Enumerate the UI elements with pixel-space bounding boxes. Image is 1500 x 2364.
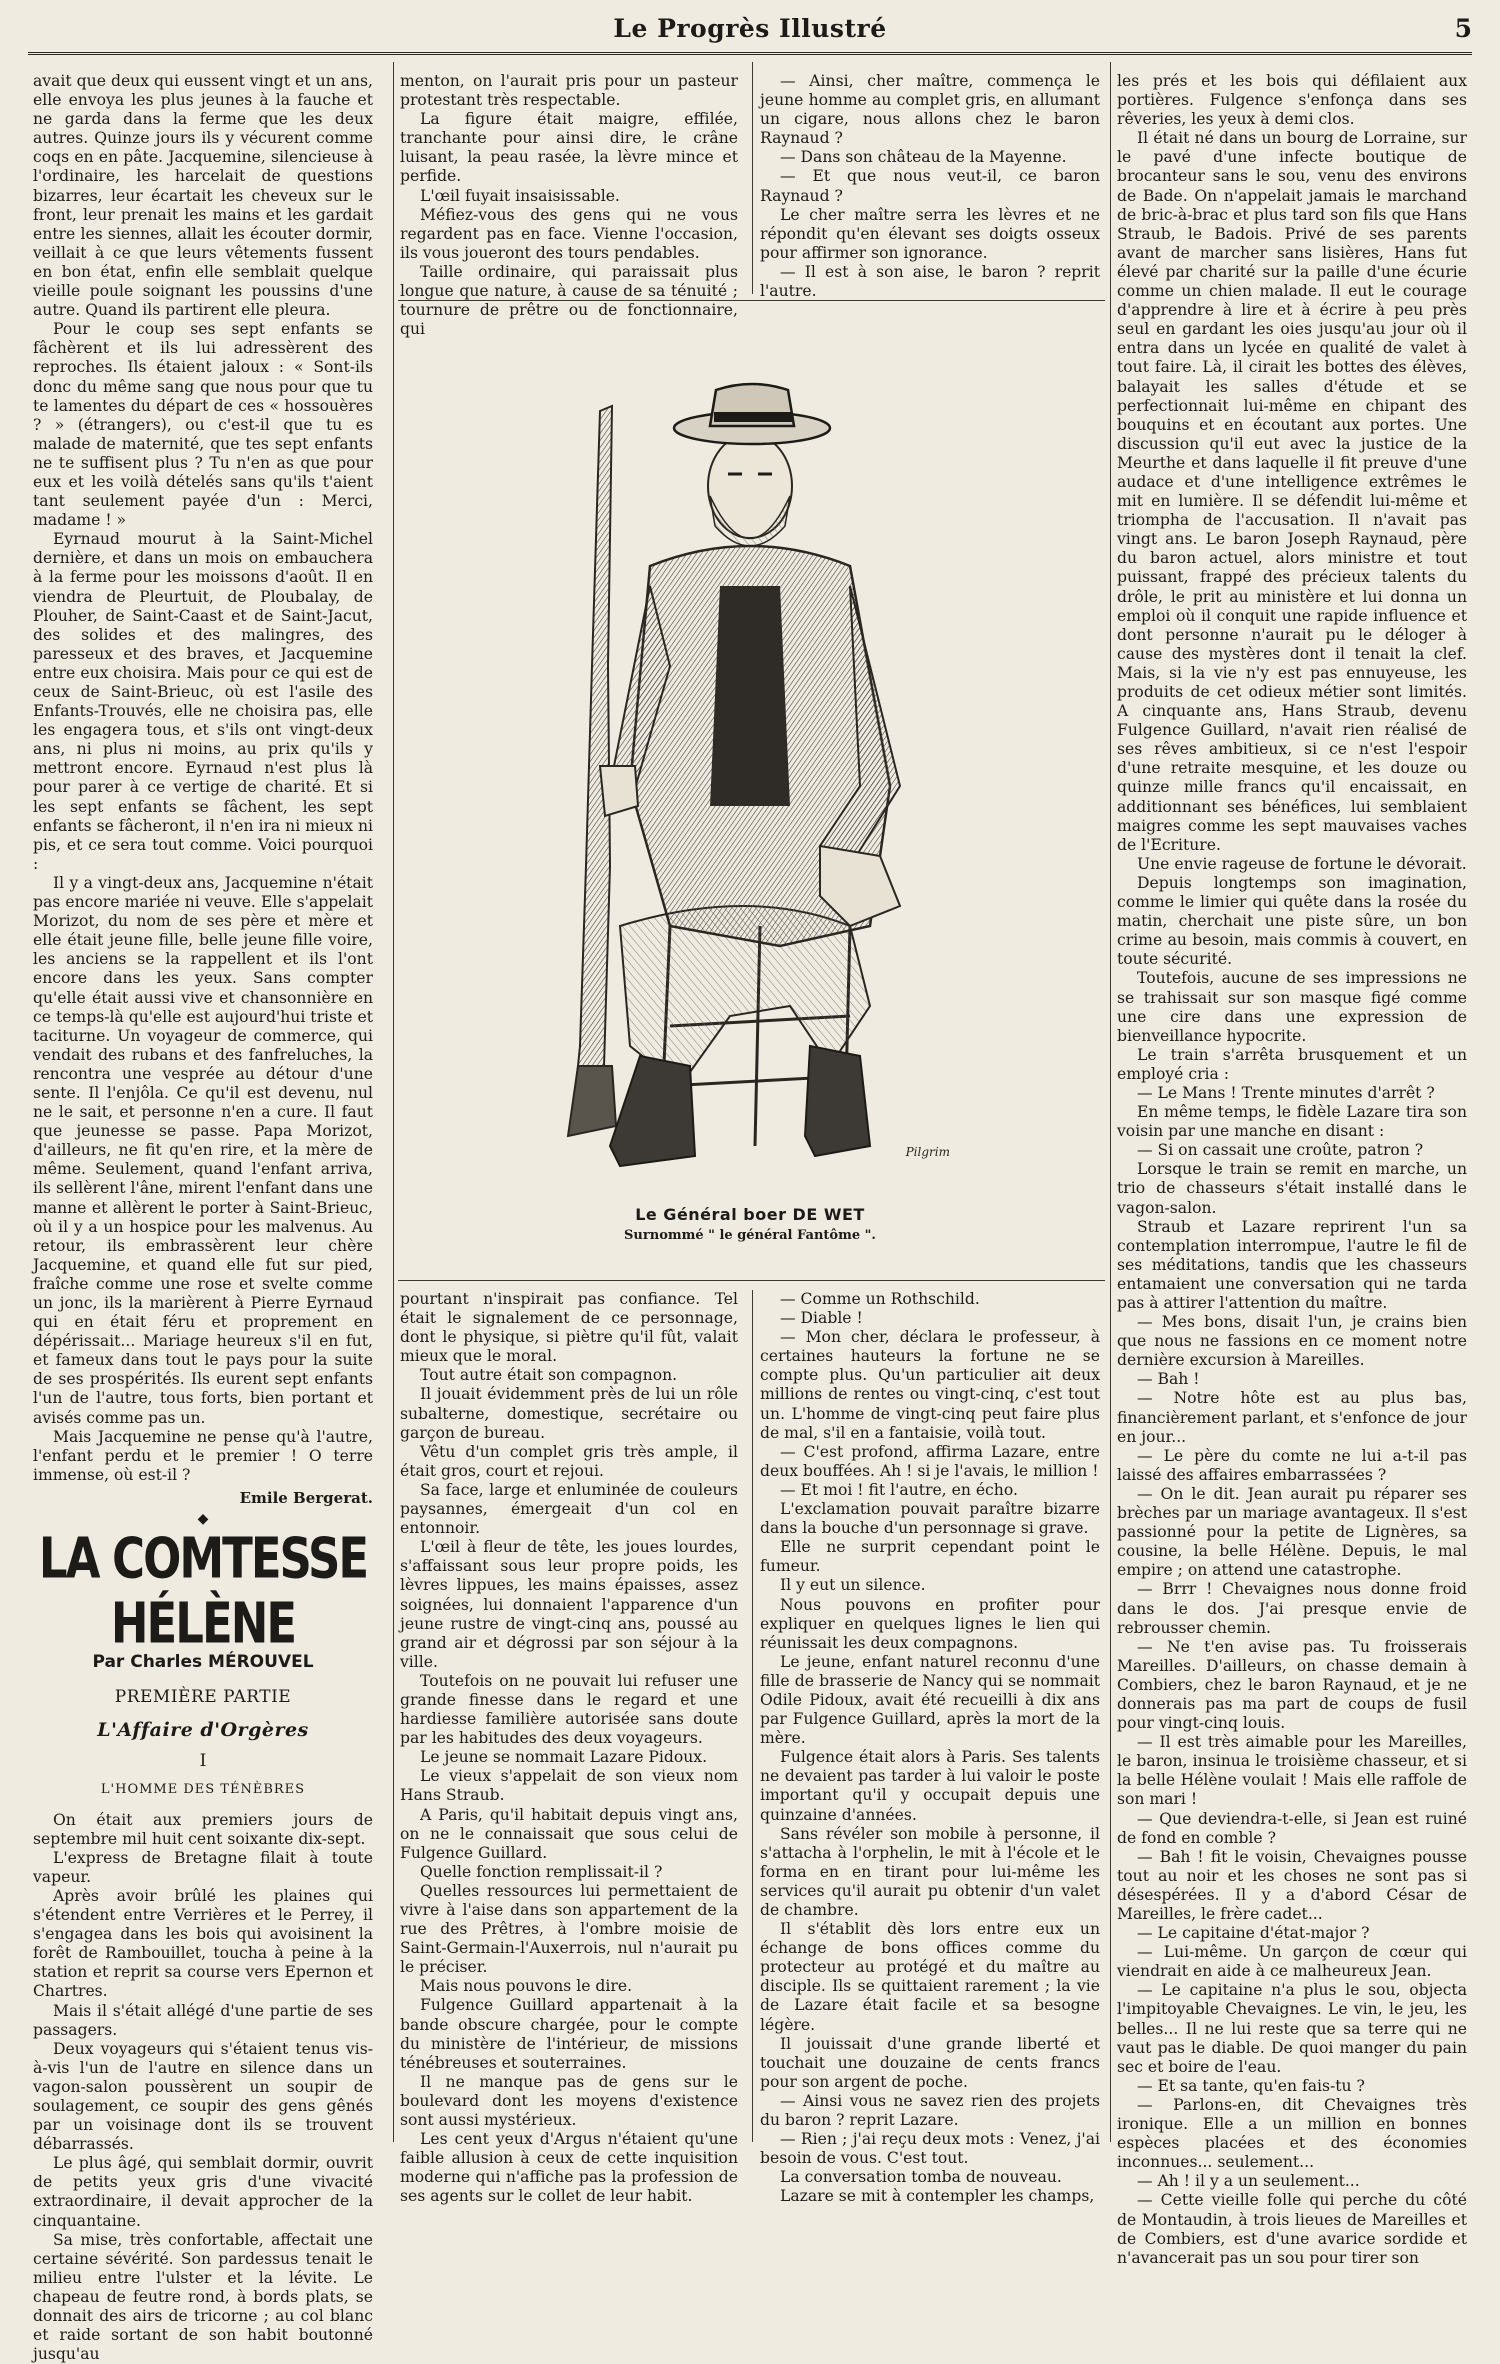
column-divider xyxy=(393,62,394,2142)
paragraph: Une envie rageuse de fortune le dévorait. xyxy=(1137,854,1467,873)
story-end xyxy=(33,72,373,1485)
chapter-numeral: I xyxy=(199,1751,207,1772)
column-4 xyxy=(1117,72,1467,2267)
paragraph: — Le capitaine n'a plus le sou, objecta l'impitoyable Chevaignes. Le vin, le jeu, les belles... Il ne lui reste que sa terre qui ne vaut pas le diable. De quoi manger du pain sec et boire de l'eau. xyxy=(1117,1981,1467,2076)
paragraph: — Il est à son aise, le baron ? reprit l'autre. xyxy=(760,262,1100,301)
paragraph: Elle ne surprit cependant point le fumeur. xyxy=(760,1538,1100,1576)
paragraph: Straub et Lazare reprirent l'un sa contemplation interrompue, l'autre le fil de ses méditations, tandis que les chasseurs entamaient une conversation qui ne tarda pas à attirer l'attention du maître. xyxy=(1117,1217,1467,1312)
paragraph: — Le Mans ! Trente minutes d'arrêt ? xyxy=(1137,1083,1435,1102)
page-number: 5 xyxy=(1454,14,1472,43)
paragraph: Le plus âgé, qui semblait dormir, ouvrit de petits yeux gris d'une vivacité extraordinaire, il devait approcher de la cinquantaine. xyxy=(33,2154,373,2230)
paragraph: — Dans son château de la Mayenne. xyxy=(780,148,1067,167)
page-header xyxy=(28,10,1472,50)
paragraph: — C'est profond, affirma Lazare, entre deux bouffées. Ah ! si je l'avais, le million ! xyxy=(760,1442,1100,1480)
caption-subtitle: Surnommé " le général Fantôme ". xyxy=(624,1228,876,1243)
serial-title: LA COMTESSE HÉLÈNE xyxy=(38,1524,368,1657)
paragraph: Lazare se mit à contempler les champs, xyxy=(780,2187,1095,2206)
illustration-bottom-rule xyxy=(398,1280,1105,1281)
paragraph: Les cent yeux d'Argus n'étaient qu'une faible allusion à ceux de cette inquisition moderne qui n'affiche pas la profession de ses agents sur le collet de leur habit. xyxy=(400,2130,738,2206)
general-de-wet-portrait xyxy=(520,366,980,1186)
part-heading: PREMIÈRE PARTIE xyxy=(114,1687,292,1708)
paragraph: Fulgence Guillard appartenait à la bande obscure chargée, pour le compte du ministère de l'intérieur, de missions ténébreuses et souterraines. xyxy=(400,1996,738,2072)
separator-ornament: ◆ xyxy=(197,1511,209,1528)
paragraph: — On le dit. Jean aurait pu réparer ses brèches par un mariage avantageux. Il s'est passionné pour la petite de Lignères, sa cousine, la belle Hélène. Depuis, le mal empire ; on attend une catastrophe. xyxy=(1117,1484,1467,1580)
paragraph: Tout autre était son compagnon. xyxy=(420,1366,678,1385)
paragraph: — Comme un Rothschild. xyxy=(780,1290,980,1308)
paragraph: — Ainsi vous ne savez rien des projets du baron ? reprit Lazare. xyxy=(760,2091,1100,2130)
paragraph: On était aux premiers jours de septembre mil huit cent soixante dix-sept. xyxy=(33,1810,373,1848)
paragraph: En même temps, le fidèle Lazare tira son voisin par une manche en disant : xyxy=(1117,1103,1467,1141)
paragraph: Vêtu d'un complet gris très ample, il était gros, court et rejoui. xyxy=(400,1442,738,1480)
column-divider xyxy=(752,62,753,294)
paragraph: Mais Jacquemine ne pense qu'à l'autre, l'enfant perdu et le premier ! O terre immense, où est-il ? xyxy=(33,1427,373,1484)
paragraph: — Notre hôte est au plus bas, financièrement parlant, et s'enfonce de jour en jour... xyxy=(1117,1389,1467,1446)
paragraph: — Diable ! xyxy=(780,1309,863,1328)
paragraph: pourtant n'inspirait pas confiance. Tel était le signalement de ce personnage, dont le physique, si piètre qu'il fût, valait mieux que le moral. xyxy=(400,1290,738,1366)
paragraph: — Que deviendra-t-elle, si Jean est ruiné de fond en comble ? xyxy=(1117,1809,1467,1847)
paragraph: — Mes bons, disait l'un, je crains bien que nous ne fassions en ce moment notre dernière excursion à Mareilles. xyxy=(1117,1313,1467,1370)
paragraph: — Mon cher, déclara le professeur, à certaines hauteurs la fortune ne se compte plus. Qu'un particulier ait deux millions de rentes ou vingt-cinq, c'est tout un. L'homme de vingt-cinq peut faire plus de mal, s'il en a fantaisie, voilà tout. xyxy=(760,1328,1100,1442)
paragraph: Depuis longtemps son imagination, comme le limier qui quête dans la rosée du matin, cherchait une piste sûre, un bon crime au besoin, mais commis à couvert, en toute sécurité. xyxy=(1117,873,1467,969)
paragraph: menton, on l'aurait pris pour un pasteur protestant très respectable. xyxy=(400,72,738,110)
paragraph: Toutefois, aucune de ses impressions ne se trahissait sur son masque figé comme une cire dans une expression de bienveillance hypocrite. xyxy=(1117,969,1467,1045)
paragraph: Après avoir brûlé les plaines qui s'étendent entre Verrières et le Perrey, il s'engagea dans les bois qui avoisinent la forêt de Rambouillet, toucha à peine à la station et reprit sa course vers Epernon et Chartres. xyxy=(33,1886,373,2001)
header-rule xyxy=(28,52,1472,55)
paragraph: Il jouissait d'une grande liberté et touchait une douzaine de cents francs pour son argent de poche. xyxy=(760,2034,1100,2091)
chapter-heading: L'Affaire d'Orgères xyxy=(97,1719,309,1742)
paragraph: Toutefois on ne pouvait lui refuser une grande finesse dans le regard et une hardiesse familière autorisée sans doute par les habitudes des deux voyageurs. xyxy=(400,1671,738,1748)
paragraph: Pour le coup ses sept enfants se fâchèrent et ils lui adressèrent des reproches. Ils étaient jaloux : « Sont-ils donc du même sang que nous pour que tu te lamentes du départ de ces « hossouères ? » (étrangers), ou c'est-il que tu es malade de maternité, que tes sept enfants ne te suffisent plus ? Tu n'en as que pour eux et les voilà dételés sans qu'ils t'aient tant seulement payée d'un : Merci, madame ! » xyxy=(33,320,373,530)
paragraph: — Et que nous veut-il, ce baron Raynaud ? xyxy=(760,167,1100,205)
author-signature: Emile Bergerat. xyxy=(239,1488,373,1507)
paragraph: Deux voyageurs qui s'étaient tenus vis-à-vis l'un de l'autre en silence dans un vagon-salon poussèrent un soupir de soulagement, ce soupir des gens gênés par un voisinage dont ils se trouvent débarrassés. xyxy=(33,2039,373,2154)
paragraph: La figure était maigre, effilée, tranchante pour ainsi dire, le crâne luisant, la peau rasée, la lèvre mince et perfide. xyxy=(400,110,738,186)
paragraph: Il y a vingt-deux ans, Jacquemine n'était pas encore mariée ni veuve. Elle s'appelait Morizot, du nom de ses père et mère et elle était jeune fille, belle jeune fille voire, les anciens se la rappellent et ils l'ont encore dans les yeux. Sans compter qu'elle était aussi vive et chansonnière en ce temps-là qu'elle est aujourd'hui triste et taciturne. Un voyageur de commerce, qui vendait des rubans et des fanfreluches, la rencontra une vesprée au détour d'une sente. Il l'enjôla. Ce qu'il est devenu, nul ne le sait, et personne n'en a cure. Il faut que jeunesse se passe. Papa Morizot, d'ailleurs, ne fit qu'en rire, et la mère de même. Seulement, quand l'enfant arriva, ils sellèrent l'âne, mirent l'enfant dans une manne et allèrent le porter à Saint-Brieuc, où il y a un hospice pour les malvenus. Au retour, ils embrassèrent leur chère Jacquemine, et quand elle fut sur pied, fraîche comme une rose et svelte comme un jonc, ils la marièrent à Pierre Eyrnaud qui en était féru et proprement en dépérissait... Mariage heureux s'il en fut, et fameux dans tout le pays pour la suite de ses prospérités. Ils eurent sept enfants l'un de l'autre, tous forts, bien portant et avisés comme pas un. xyxy=(33,873,373,1427)
illustration-caption xyxy=(450,1205,1050,1243)
paragraph: Sa mise, très confortable, affectait une certaine sévérité. Son pardessus tenait le milieu entre l'ulster et la lévite. Le chapeau de feutre rond, à bords plats, se donnait des airs de tricorne ; au col blanc et raide sortant de son habit boutonné jusqu'au xyxy=(33,2230,373,2364)
paragraph: Il était né dans un bourg de Lorraine, sur le pavé d'une infecte boutique de brocanteur sans le sou, venu des environs de Bade. On n'appelait jamais le marchand de bric-à-brac et plus tard son fils que Hans Straub, le Badois. Privé de ses parents avant de marcher sans lisières, Hans fut élevé par charité sur la paille d'une écurie comme un chien malade. Il eut le courage d'apprendre à lire et à écrire à peu près seul en gardant les oies jusqu'au jour où il entra dans un lycée en qualité de valet à tout faire. Là, il cirait les bottes des élèves, balayait les salles d'étude et se perfectionnait lui-même en chipant des bouquins et en écoutant aux portes. Une discussion qu'il eut avec la justice de la Meurthe et dans laquelle il fit preuve d'une audace et d'une intelligence extrêmes le mit en lumière. Il se défendit lui-même et triompha de l'accusation. Il n'avait pas vingt ans. Le baron Joseph Raynaud, père du baron actuel, alors ministre et tout puissant, frappé des précieux talents du drôle, le prit au ministère et lui donna un emploi où il conquit une rapide influence et dont personne n'aurait pu le déloger à cause des mystères dont il tenait la clef. Mais, si la vie n'y est pas ennuyeuse, les produits de cet odieux métier sont limités. A cinquante ans, Hans Straub, devenu Fulgence Guillard, n'avait rien réalisé de ses rêves ambitieux, si ce n'est l'espoir d'une retraite mesquine, et les douze ou quinze mille francs qu'il encaissait, en additionnant ses bénéfices, lui semblaient maigres comme les sept mauvaises vaches de l'Ecriture. xyxy=(1117,129,1467,854)
paragraph: — Et sa tante, qu'en fais-tu ? xyxy=(1137,2076,1365,2095)
paragraph: La conversation tomba de nouveau. xyxy=(780,2168,1062,2187)
paragraph: — Rien ; j'ai reçu deux mots : Venez, j'ai besoin de vous. C'est tout. xyxy=(760,2130,1100,2168)
paragraph: — Il est très aimable pour les Mareilles, le baron, insinua le troisième chasseur, et si la belle Hélène voulait ! Mais elle raffole de son mari ! xyxy=(1117,1733,1467,1809)
column-2-bottom xyxy=(400,1290,738,2206)
paragraph: Le train s'arrêta brusquement et un employé cria : xyxy=(1117,1045,1467,1083)
paragraph: avait que deux qui eussent vingt et un ans, elle envoya les plus jeunes à la fauche et ne garda dans la ferme que les deux autres. Quinze jours ils y vécurent comme coqs en en pâte. Jacquemine, silencieuse à l'ordinaire, les harcelait de questions bizarres, leur écartait les cheveux sur le front, leur prenait les mains et les gardait entre les siennes, allait les écouter dormir, veillait à ce que leurs vêtements fussent en bon état, enfin elle semblait quelque vieille poule soignant les poussins d'une autre. Quand ils partirent elle pleura. xyxy=(33,72,373,320)
paragraph: — Cette vieille folle qui perche du côté de Montaudin, à trois lieues de Mareilles et de Combiers, est d'une avarice sordide et n'avancerait pas un sou pour tirer son xyxy=(1117,2191,1467,2267)
paragraph: L'exclamation pouvait paraître bizarre dans la bouche d'un personnage si grave. xyxy=(760,1500,1100,1538)
paragraph: Il ne manque pas de gens sur le boulevard dont les moyens d'existence sont aussi mystérieux. xyxy=(400,2072,738,2130)
paragraph: A Paris, qu'il habitait depuis vingt ans, on ne le connaissait que sous celui de Fulgence Guillard. xyxy=(400,1805,738,1862)
paragraph: Mais nous pouvons le dire. xyxy=(420,1977,633,1996)
column-divider xyxy=(1110,62,1111,2142)
paragraph: Il y eut un silence. xyxy=(780,1576,926,1595)
column-1 xyxy=(33,72,373,2364)
paragraph: Le vieux s'appelait de son vieux nom Hans Straub. xyxy=(400,1767,738,1805)
paragraph: — Le père du comte ne lui a-t-il pas laissé des affaires embarrassées ? xyxy=(1117,1446,1467,1484)
paragraph: Taille ordinaire, qui paraissait plus longue que nature, à cause de sa ténuité ; tournure de prêtre ou de fonctionnaire, qui xyxy=(400,262,738,339)
paragraph: — Bah ! fit le voisin, Chevaignes pousse tout au noir et les choses ne sont pas si désespérées. Il y a d'abord César de Mareilles, le frère cadet... xyxy=(1117,1847,1467,1923)
column-2-top xyxy=(400,72,738,339)
paragraph: Le jeune, enfant naturel reconnu d'une fille de brasserie de Nancy qui se nommait Odile Pidoux, avait été recueilli à dix ans par Fulgence Guillard, après la mort de la mère. xyxy=(760,1652,1100,1748)
paragraph: — Brrr ! Chevaignes nous donne froid dans le dos. J'ai presque envie de rebrousser chemin. xyxy=(1117,1580,1467,1637)
column-divider xyxy=(752,1290,753,2142)
paragraph: — Parlons-en, dit Chevaignes très ironique. Elle a un million en bonnes espèces placées et des économies inconnues... seulement... xyxy=(1117,2095,1467,2172)
paragraph: — Si on cassait une croûte, patron ? xyxy=(1137,1141,1424,1160)
chapter-subtitle: L'HOMME DES TÉNÈBRES xyxy=(100,1781,306,1797)
paragraph: Fulgence était alors à Paris. Ses talents ne devaient pas tarder à lui valoir le poste important qu'il y occupait depuis une quinzaine d'années. xyxy=(760,1748,1100,1824)
paragraph: Mais il s'était allégé d'une partie de ses passagers. xyxy=(33,2001,373,2039)
paragraph: — Bah ! xyxy=(1137,1370,1200,1389)
paragraph: L'express de Bretagne filait à toute vapeur. xyxy=(33,1848,373,1886)
serial-author: Par Charles MÉROUVEL xyxy=(92,1652,314,1673)
paragraph: Sa face, large et enluminée de couleurs paysannes, émergeait d'un col en entonnoir. xyxy=(400,1480,738,1538)
paragraph: — Ne t'en avise pas. Tu froisserais Mareilles. D'ailleurs, on chasse demain à Combiers, chez le baron Raynaud, et je ne donnerais pas ma part de coups de fusil pour vingt-cinq louis. xyxy=(1117,1637,1467,1733)
caption-title: Le Général boer DE WET xyxy=(635,1205,865,1224)
paragraph: Il jouait évidemment près de lui un rôle subalterne, domestique, secrétaire ou garçon de bureau. xyxy=(400,1385,738,1442)
paragraph: Nous pouvons en profiter pour expliquer en quelques lignes le lien qui réunissait les deux compagnons. xyxy=(760,1595,1100,1652)
paragraph: les prés et les bois qui défilaient aux portières. Fulgence s'enfonça dans ses rêveries, les yeux à demi clos. xyxy=(1117,72,1467,129)
paragraph: — Lui-même. Un garçon de cœur qui viendrait en aide à ce malheureux Jean. xyxy=(1117,1943,1467,1981)
paragraph: Il s'établit dès lors entre eux un échange de bons offices comme du protecteur au protégé et du maître au disciple. Ils se quittaient rarement ; la vie de Lazare était facile et sa besogne légère. xyxy=(760,1920,1100,2034)
paragraph: Lorsque le train se remit en marche, un trio de chasseurs s'était installé dans le vagon-salon. xyxy=(1117,1160,1467,1217)
paragraph: Le jeune se nommait Lazare Pidoux. xyxy=(420,1748,708,1767)
paragraph: — Le capitaine d'état-major ? xyxy=(1137,1924,1370,1943)
artist-signature: Pilgrim xyxy=(905,1145,950,1159)
paragraph: Le cher maître serra les lèvres et ne répondit qu'en élevant ses doigts osseux pour affirmer son ignorance. xyxy=(760,205,1100,262)
paragraph: L'œil à fleur de tête, les joues lourdes, s'affaissant sous leur propre poids, les lèvres lippues, les mains épaisses, assez soignées, lui donnaient l'apparence d'un jeune rustre de vingt-cinq ans, poussé au grand air et dégrossi par son séjour à la ville. xyxy=(400,1538,738,1671)
column-3-bottom xyxy=(760,1290,1100,2206)
paragraph: — Ah ! il y a un seulement... xyxy=(1137,2172,1360,2191)
paragraph: Méfiez-vous des gens qui ne vous regardent pas en face. Vienne l'occasion, ils vous joueront des tours pendables. xyxy=(400,205,738,262)
paragraph: L'œil fuyait insaisissable. xyxy=(420,186,620,205)
paragraph: — Et moi ! fit l'autre, en écho. xyxy=(780,1480,1018,1499)
paragraph: Quelle fonction remplissait-il ? xyxy=(420,1862,663,1881)
paragraph: Quelles ressources lui permettaient de vivre à l'aise dans son appartement de la rue des Prêtres, à l'ombre moisie de Saint-Germain-l'Auxerrois, nul n'aurait pu le préciser. xyxy=(400,1881,738,1977)
column-3-top xyxy=(760,72,1100,301)
paragraph: Eyrnaud mourut à la Saint-Michel dernière, et dans un mois on embauchera à la ferme pour les moissons d'août. Il en viendra de Pleurtuit, de Ploubalay, de Plouher, de Saint-Caast et de Saint-Jacut, des solides et des malingres, des paresseux et des braves, et Jacquemine entre eux choisira. Mais pour ce qui est de ceux de Saint-Brieuc, où est l'asile des Enfants-Trouvés, elle ne choisira pas, elle les engagera tous, et s'ils ont vingt-deux ans, ni plus ni moins, au prix qu'ils y mettront encore. Eyrnaud n'est plus là pour parer à ce vertige de charité. Et si les sept enfants se fâchent, les sept enfants se fâcheront, il n'en ira ni mieux ni pis, et ce sera tout comme. Voici pourquoi : xyxy=(33,530,373,873)
paragraph: Sans révéler son mobile à personne, il s'attacha à l'orphelin, le mit à l'école et le forma en en tirant pour lui-même les services qu'il aurait pu obtenir d'un valet de chambre. xyxy=(760,1824,1100,1919)
newspaper-title: Le Progrès Illustré xyxy=(613,14,887,43)
paragraph: — Ainsi, cher maître, commença le jeune homme au complet gris, en allumant un cigare, nous allons chez le baron Raynaud ? xyxy=(760,72,1100,148)
